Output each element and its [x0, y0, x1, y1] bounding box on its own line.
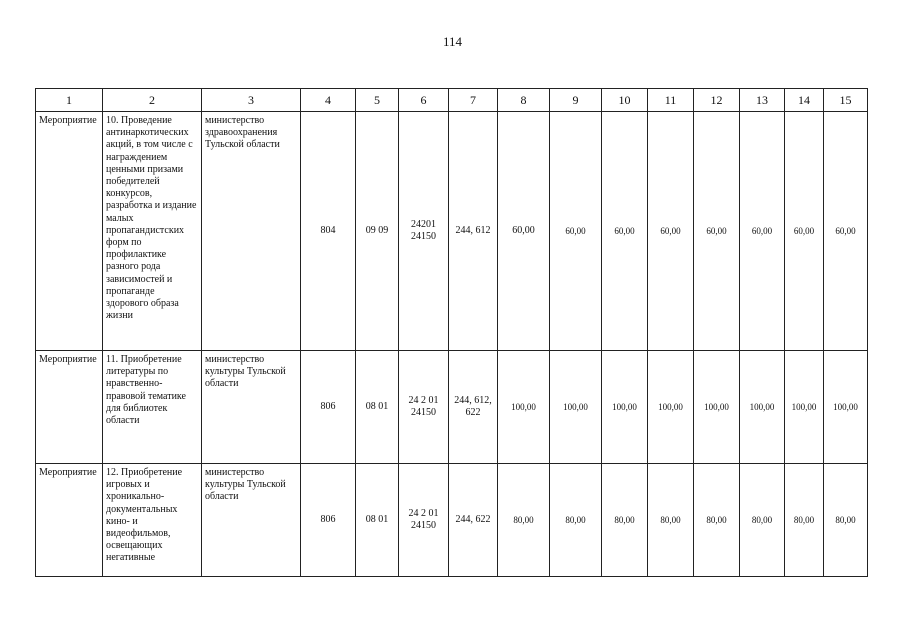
row-value: 80,00: [602, 464, 648, 577]
row-value: 60,00: [648, 112, 694, 351]
column-header: 7: [449, 89, 498, 112]
row-value: 100,00: [498, 351, 550, 464]
column-header: 11: [648, 89, 694, 112]
row-value: 100,00: [740, 351, 785, 464]
column-header: 13: [740, 89, 785, 112]
row-target-item: 24201 24150: [399, 112, 449, 351]
row-target-item: 24 2 01 24150: [399, 351, 449, 464]
row-activity-name: 12. Приобретение игровых и хроникально-документальных кино- и видеофильмов, освещающих негативные: [103, 464, 202, 577]
row-value: 60,00: [550, 112, 602, 351]
row-expense-type: 244, 612: [449, 112, 498, 351]
row-expense-type: 244, 622: [449, 464, 498, 577]
row-value: 100,00: [785, 351, 824, 464]
row-section-code: 08 01: [356, 464, 399, 577]
table-row: [36, 464, 868, 577]
row-value: 80,00: [824, 464, 868, 577]
row-activity-name: 11. Приобретение литературы по нравственно-правовой тематике для библиотек области: [103, 351, 202, 464]
row-expense-type: 244, 612, 622: [449, 351, 498, 464]
column-header: 10: [602, 89, 648, 112]
row-executor: министерство здравоохранения Тульской области: [202, 112, 301, 351]
row-target-item: 24 2 01 24150: [399, 464, 449, 577]
row-value: 60,00: [694, 112, 740, 351]
column-header: 9: [550, 89, 602, 112]
column-header: 3: [202, 89, 301, 112]
column-header: 12: [694, 89, 740, 112]
row-grbs: 806: [301, 464, 356, 577]
row-type: Мероприятие: [36, 112, 103, 351]
row-value: 60,00: [824, 112, 868, 351]
column-header: 1: [36, 89, 103, 112]
row-value: 100,00: [550, 351, 602, 464]
column-header: 5: [356, 89, 399, 112]
row-grbs: 804: [301, 112, 356, 351]
column-header: 8: [498, 89, 550, 112]
row-executor: министерство культуры Тульской области: [202, 351, 301, 464]
row-value: 60,00: [602, 112, 648, 351]
row-section-code: 09 09: [356, 112, 399, 351]
column-header: 2: [103, 89, 202, 112]
budget-table: [35, 88, 868, 577]
row-executor: министерство культуры Тульской области: [202, 464, 301, 577]
row-value: 100,00: [648, 351, 694, 464]
row-value: 100,00: [602, 351, 648, 464]
header-row: [36, 89, 868, 112]
row-value: 80,00: [498, 464, 550, 577]
row-value: 80,00: [648, 464, 694, 577]
row-value: 80,00: [694, 464, 740, 577]
row-type: Мероприятие: [36, 351, 103, 464]
column-header: 14: [785, 89, 824, 112]
row-value: 80,00: [785, 464, 824, 577]
row-type: Мероприятие: [36, 464, 103, 577]
table-row: [36, 112, 868, 351]
row-value: 60,00: [498, 112, 550, 351]
column-header: 4: [301, 89, 356, 112]
column-header: 6: [399, 89, 449, 112]
column-header: 15: [824, 89, 868, 112]
row-value: 60,00: [785, 112, 824, 351]
table-row: [36, 351, 868, 464]
row-value: 60,00: [740, 112, 785, 351]
row-value: 100,00: [694, 351, 740, 464]
row-activity-name: 10. Проведение антинаркотических акций, в том числе с награждением ценными призами победителей конкурсов, разработка и издание малых пропагандистских форм по профилактике разного рода зависимостей и пропаганде здорового образа жизни: [103, 112, 202, 351]
row-value: 80,00: [740, 464, 785, 577]
page-number: 114: [442, 34, 463, 49]
row-section-code: 08 01: [356, 351, 399, 464]
row-value: 80,00: [550, 464, 602, 577]
row-value: 100,00: [824, 351, 868, 464]
row-grbs: 806: [301, 351, 356, 464]
